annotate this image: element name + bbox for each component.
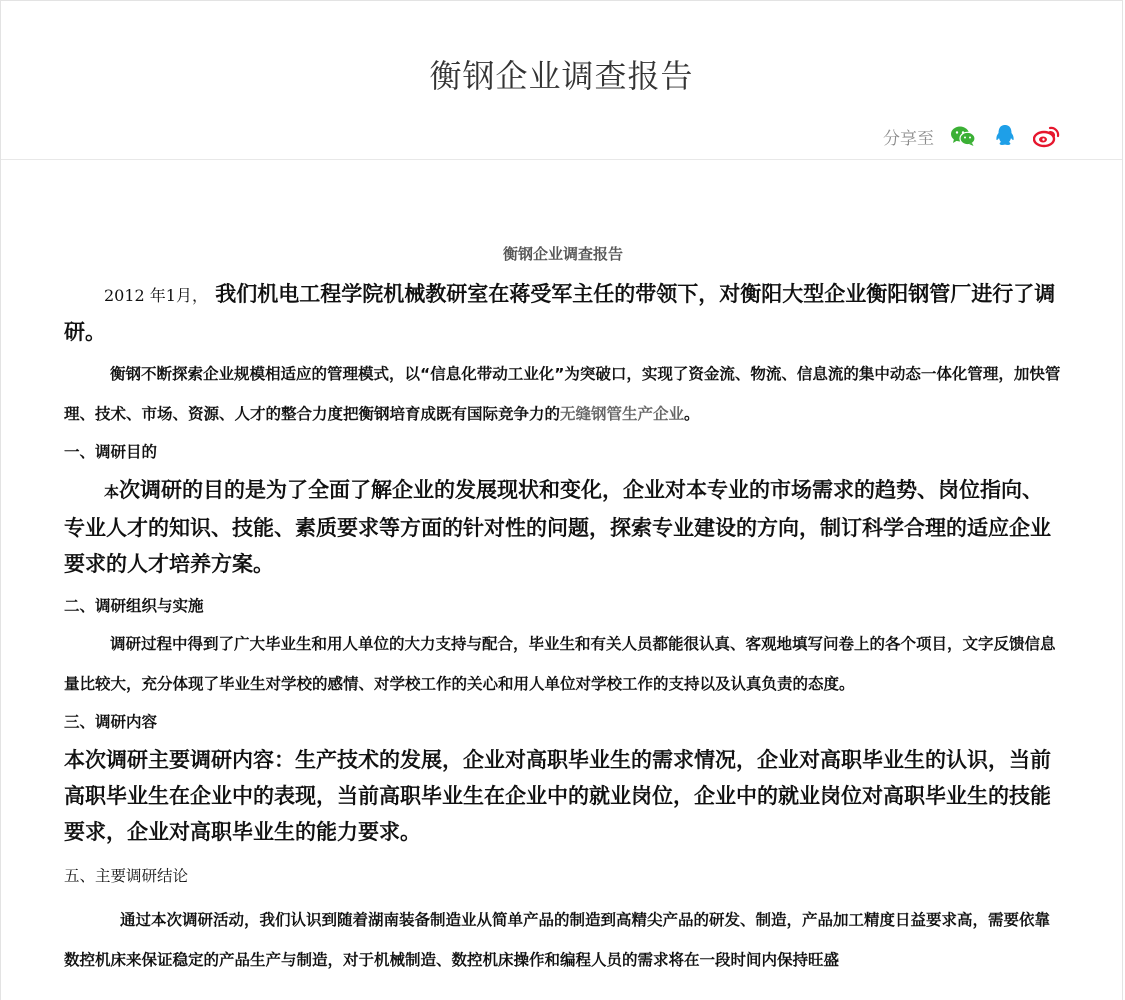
section-2-paragraph: 调研过程中得到了广大毕业生和用人单位的大力支持与配合，毕业生和有关人员都能很认真、客观地填写问卷上的各个项目，文字反馈信息量比较大，充分体现了毕业生对学校的感情、对学校工作的关心和用人单位对学校工作的支持以及认真负责的态度。	[64, 635, 1056, 693]
section-3-paragraph: 本次调研主要调研内容：生产技术的发展，企业对高职毕业生的需求情况，企业对高职毕业生的认识，当前高职毕业生在企业中的表现，当前高职毕业生在企业中的就业岗位，企业中的就业岗位对高职毕业生的技能要求，企业对高职毕业生的能力要求。	[64, 748, 1051, 844]
article-title: 衡钢企业调查报告	[502, 245, 623, 263]
section-2-heading: 二、调研组织与实施	[64, 597, 204, 615]
intro-date: 2012 年1月，	[104, 286, 208, 305]
header	[1, 1, 1122, 160]
section-1-heading: 一、调研目的	[64, 443, 158, 461]
section-1-paragraph	[64, 472, 1062, 582]
section-3-heading: 三、调研内容	[64, 713, 158, 731]
paragraph-1-text: 衡钢不断探索企业规模相适应的管理模式，以“信息化带动工业化”为突破口，实现了资金流、物流、信息流的集中动态一体化管理，加快管理、技术、市场、资源、人才的整合力度把衡钢培育成既有国际竞争力的	[64, 365, 1061, 423]
section-5-heading: 五、主要调研结论	[64, 867, 189, 885]
section-5-paragraph: 通过本次调研活动，我们认识到随着湖南装备制造业从简单产品的制造到高精尖产品的研发、制造，产品加工精度日益要求高，需要依靠数控机床来保证稳定的产品生产与制造，对于机械制造、数控机床操作和编程人员的需求将在一段时间内保持旺盛	[64, 911, 1051, 969]
article-content	[64, 238, 1062, 980]
share-bar	[883, 123, 1062, 149]
page-title: 衡钢企业调查报告	[429, 57, 694, 95]
weibo-icon[interactable]	[1032, 123, 1062, 149]
wechat-icon[interactable]	[948, 123, 978, 149]
section-1-lead: 本	[104, 483, 120, 501]
seamless-pipe-link[interactable]: 无缝钢管生产企业	[560, 405, 685, 423]
qq-icon[interactable]	[990, 123, 1020, 149]
paragraph-1	[64, 354, 1062, 434]
paragraph-1-end: 。	[684, 405, 700, 423]
intro-text: 我们机电工程学院机械教研室在蒋受军主任的带领下，对衡阳大型企业衡阳钢管厂进行了调研。	[64, 282, 1056, 344]
intro-paragraph	[64, 276, 1062, 350]
section-1-text: 次调研的目的是为了全面了解企业的发展现状和变化，企业对本专业的市场需求的趋势、岗位指向、专业人才的知识、技能、素质要求等方面的针对性的问题，探索专业建设的方向，制订科学合理的适应企业要求的人才培养方案。	[64, 478, 1051, 576]
share-label: 分享至	[883, 128, 934, 149]
